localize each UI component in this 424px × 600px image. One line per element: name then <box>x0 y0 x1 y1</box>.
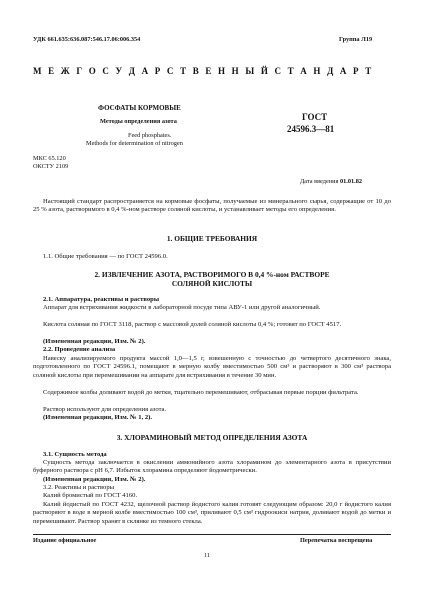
s2-rev1-text: (Измененная редакция, Изм. № 2). <box>43 338 146 345</box>
section-3-heading: 3. ХЛОРАМИНОВЫЙ МЕТОД ОПРЕДЕЛЕНИЯ АЗОТА <box>116 433 308 442</box>
s2-2-heading-text: 2.2. Проведение анализа <box>43 346 116 353</box>
s3-p1 <box>33 459 391 476</box>
s3-p3 <box>33 492 391 500</box>
s2-p2 <box>33 321 391 329</box>
s1-p1-text: 1.1. Общие требования — по ГОСТ 24596.0. <box>43 253 168 260</box>
gost-number: 24596.3—81 <box>287 124 335 134</box>
standard-banner: М Е Ж Г О С У Д А Р С Т В Е Н Н Ы Й С Т А Н Д А Р Т <box>33 66 374 76</box>
s3-rev1-text: (Измененная редакция, Изм. № 2). <box>43 476 146 483</box>
s2-p1 <box>33 304 391 312</box>
page-number: 11 <box>204 552 211 559</box>
footer-reprint-prohibited: Перепечатка воспрещена <box>300 537 373 544</box>
english-title-line1: Feed phosphates. <box>128 132 172 139</box>
s3-1-heading-text: 3.1. Сущность метода <box>43 451 107 458</box>
footer-divider <box>33 534 391 535</box>
section-1-heading: 1. ОБЩИЕ ТРЕБОВАНИЯ <box>166 234 258 243</box>
okstu-code: ОКСТУ 2109 <box>33 163 69 170</box>
s2-rev2-text: (Измененная редакция, Изм. № 1, 2). <box>43 414 153 421</box>
gost-label: ГОСТ <box>302 112 328 122</box>
s3-p2-text: 3.2. Реактивы и растворы <box>43 484 115 491</box>
document-subtitle: Методы определения азота <box>100 118 177 125</box>
effective-date-label: Дата введения <box>300 178 340 185</box>
s2-p3 <box>33 355 391 380</box>
s2-1-heading-text: 2.1. Аппаратура, реактивы и растворы <box>43 296 159 303</box>
s2-p1-text: Аппарат для встряхивания жидкости в лабораторной посуде типа АВУ-1 или другой аналогичный. <box>43 304 321 311</box>
udk-code: УДК 661.635:636.087:546.17.06:006.354 <box>33 36 141 43</box>
s2-rev2 <box>33 414 391 422</box>
intro-text: Настоящий стандарт распространяется на кормовые фосфаты, получаемые из минерального сырья, содержащие от 10 до 25 % азота, растворимого в 0,4 %-ном растворе соляной кислоты, и устанавливает методы его определения. <box>33 198 391 214</box>
s2-p2-text: Кислота соляная по ГОСТ 3118, раствор с массовой долей соляной кислоты 0,4 %; готовят по ГОСТ 4517. <box>43 321 342 328</box>
s2-p4 <box>33 389 391 397</box>
section-2-heading-line2: СОЛЯНОЙ КИСЛОТЫ <box>171 279 253 288</box>
effective-date <box>300 178 362 186</box>
s3-p1-text: Сущность метода заключается в окислении аммонийного азота хлорамином до элементарного азота в присутствии буферного раствора с рН 6,7. Избыток хлорамина определяют йодометрически. <box>33 459 391 475</box>
section-2-heading-line1: 2. ИЗВЛЕЧЕНИЕ АЗОТА, РАСТВОРИМОГО В 0,4 %-ном РАСТВОРЕ <box>94 270 330 279</box>
s3-p3-text: Калий бромистый по ГОСТ 4160. <box>43 492 138 499</box>
effective-date-value: 01.01.82 <box>339 178 363 185</box>
s2-p5-text: Раствор используют для определения азота. <box>43 406 167 413</box>
s1-p1 <box>33 253 391 261</box>
s2-2-heading <box>33 346 391 354</box>
english-title-line2: Methods for determination of nitrogen <box>86 140 183 147</box>
intro-paragraph <box>33 198 391 215</box>
s3-p4 <box>33 501 391 526</box>
s3-p4-text: Калий йодистый по ГОСТ 4232, щелочной раствор йодистого калия готовят следующим образом: 20,0 г йодистого калия растворяют в воде в мерной колбе вместимостью 100 см³, приливают 0,5 см³ гидроокиси натрия, доливают водой до метки и перемешивают. Раствор хранят в склянке из темного стекла. <box>33 501 391 525</box>
group-code: Группа Л19 <box>339 36 373 43</box>
s2-p4-text: Содержимое колбы доливают водой до метки, тщательно перемешивают, отбрасывая первые порции фильтрата. <box>43 389 359 396</box>
s2-p3-text: Навеску анализируемого продукта массой 1,0—1,5 г, взвешенную с точностью до четвертого десятичного знака, подготовленного по ГОСТ 24596.1, помещают в мерную колбу вместимостью 500 см³ и растворяют в 300 см³ раствора соляной кислоты при перемешивании на аппарате для встряхивания в течение 30 мин. <box>33 355 391 379</box>
document-title: ФОСФАТЫ КОРМОВЫЕ <box>98 104 181 112</box>
footer-official-edition: Издание официальное <box>33 537 97 544</box>
mks-code: МКС 65.120 <box>33 155 66 162</box>
